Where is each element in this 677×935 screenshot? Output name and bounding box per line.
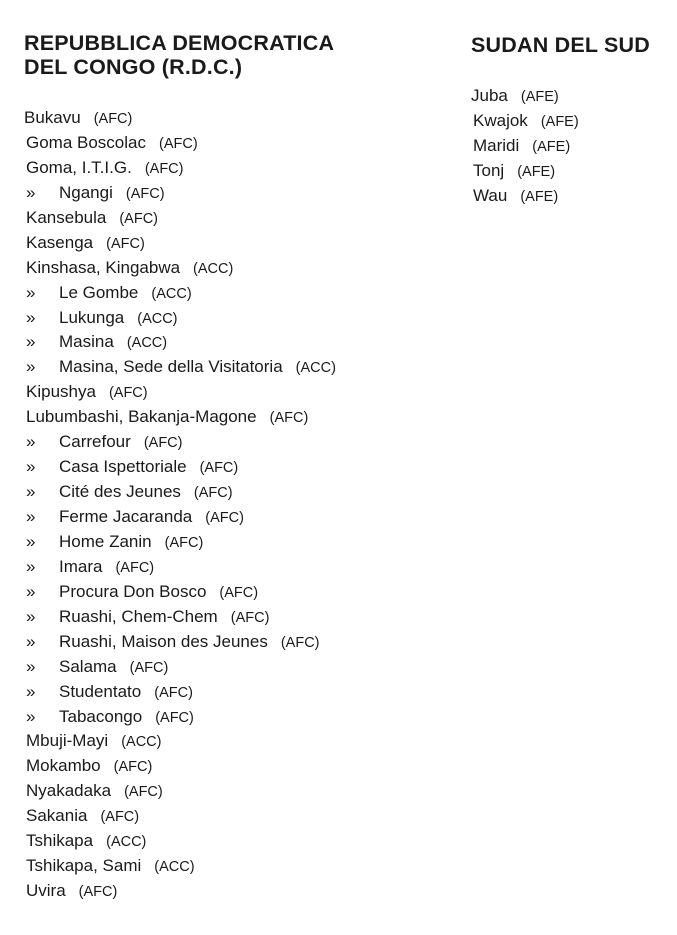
sub-entry-marker: » (26, 656, 36, 676)
location-name: Ruashi, Chem-Chem (59, 606, 218, 626)
list-item (24, 779, 336, 804)
location-name: Ruashi, Maison des Jeunes (59, 631, 268, 651)
list-item (24, 630, 336, 655)
list-item (24, 206, 336, 231)
list-item (24, 705, 336, 730)
province-code: (AFC) (155, 709, 194, 726)
location-name: Bukavu (24, 108, 81, 127)
location-name: Maridi (473, 135, 520, 155)
list-item (24, 355, 336, 380)
list-item (24, 231, 336, 256)
list-item (24, 106, 336, 131)
location-name: Masina (59, 332, 114, 352)
province-code: (AFE) (532, 138, 571, 155)
list-item (24, 181, 336, 206)
congo-heading: REPUBBLICA DEMOCRATICA DEL CONGO (R.D.C.) (24, 31, 335, 79)
sub-entry-marker: » (26, 332, 36, 352)
province-code: (AFC) (154, 684, 193, 701)
sub-entry-marker: » (26, 531, 36, 551)
location-name: Tonj (473, 160, 505, 180)
province-code: (ACC) (121, 734, 162, 751)
list-item (24, 281, 336, 306)
list-item (24, 131, 336, 156)
province-code: (AFE) (520, 89, 559, 105)
list-item (24, 480, 336, 505)
location-name: Ngangi (59, 182, 113, 202)
list-item (24, 829, 336, 854)
sub-entry-marker: » (26, 706, 36, 726)
location-name: Nyakadaka (26, 781, 112, 801)
list-item (471, 84, 579, 109)
province-code: (AFC) (193, 485, 233, 502)
location-name: Home Zanin (59, 531, 152, 551)
province-code: (AFC) (119, 210, 159, 227)
sub-entry-marker: » (26, 182, 36, 202)
location-name: Imara (59, 556, 103, 576)
province-code: (AFC) (124, 784, 163, 801)
province-code: (AFC) (144, 160, 184, 177)
list-item (24, 605, 336, 630)
province-code: (AFC) (125, 185, 165, 202)
province-code: (ACC) (106, 834, 147, 851)
list-item (24, 754, 336, 779)
location-name: Uvira (26, 881, 66, 901)
list-item (24, 156, 336, 181)
location-name: Tabacongo (59, 706, 143, 726)
province-code: (ACC) (126, 335, 168, 352)
province-code: (AFE) (520, 188, 559, 205)
province-code: (AFC) (100, 809, 140, 826)
location-name: Wau (473, 185, 508, 205)
location-name: Lubumbashi, Bakanja-Magone (26, 407, 257, 427)
list-item (24, 854, 336, 879)
location-name: Juba (471, 86, 508, 105)
sub-entry-marker: » (26, 482, 36, 502)
location-name: Salama (59, 656, 117, 676)
location-name: Kasenga (26, 232, 94, 252)
sub-entry-marker: » (26, 606, 36, 626)
sub-entry-marker: » (26, 581, 36, 601)
list-item (24, 306, 336, 331)
location-name: Mbuji-Mayi (26, 731, 109, 751)
province-code: (AFC) (93, 111, 133, 127)
location-name: Lukunga (59, 307, 125, 327)
location-name: Le Gombe (59, 282, 139, 302)
sub-entry-marker: » (26, 507, 36, 526)
location-name: Casa Ispettoriale (59, 457, 187, 477)
list-item (24, 430, 336, 455)
sub-entry-marker: » (26, 357, 36, 377)
province-code: (AFC) (78, 884, 118, 901)
province-code: (AFC) (269, 410, 309, 427)
list-item (24, 655, 336, 680)
list-item (24, 729, 336, 754)
province-code: (AFC) (199, 460, 239, 477)
list-item (24, 580, 336, 605)
list-item (471, 109, 579, 134)
list-item (24, 530, 336, 555)
location-name: Ferme Jacaranda (59, 507, 193, 526)
province-code: (ACC) (295, 360, 336, 377)
location-name: Kipushya (26, 382, 96, 402)
province-code: (AFC) (164, 534, 204, 551)
list-item (24, 680, 336, 705)
province-code: (AFC) (108, 385, 148, 402)
location-name: Sakania (26, 806, 88, 826)
sub-entry-marker: » (26, 681, 36, 701)
list-item (24, 455, 336, 480)
location-name: Tshikapa, Sami (26, 856, 142, 876)
sub-entry-marker: » (26, 556, 36, 576)
province-code: (ACC) (193, 260, 234, 277)
province-code: (AFE) (517, 163, 556, 180)
list-item (471, 159, 579, 184)
location-name: Carrefour (59, 432, 131, 452)
province-code: (ACC) (154, 859, 195, 876)
location-name: Masina, Sede della Visitatoria (59, 357, 283, 377)
province-code: (AFC) (129, 659, 169, 676)
province-code: (ACC) (151, 285, 192, 302)
province-code: (AFC) (219, 584, 259, 601)
province-code: (ACC) (137, 310, 178, 327)
location-name: Kinshasa, Kingabwa (26, 257, 181, 277)
list-item (471, 184, 579, 209)
sub-entry-marker: » (26, 631, 36, 651)
list-item (24, 405, 336, 430)
list-item (24, 256, 336, 281)
location-name: Kwajok (473, 110, 528, 130)
location-name: Goma, I.T.I.G. (26, 157, 132, 177)
list-item (24, 330, 336, 355)
list-item (24, 505, 336, 530)
sub-entry-marker: » (26, 282, 36, 302)
list-item (24, 804, 336, 829)
location-name: Procura Don Bosco (59, 581, 207, 601)
province-code: (AFC) (113, 759, 153, 776)
list-item (24, 380, 336, 405)
province-code: (AFC) (205, 510, 244, 526)
location-name: Studentato (59, 681, 142, 701)
location-name: Mokambo (26, 756, 101, 776)
location-name: Goma Boscolac (26, 132, 146, 152)
province-code: (AFE) (540, 113, 579, 130)
province-code: (AFC) (115, 559, 155, 576)
list-item (24, 555, 336, 580)
location-name: Cité des Jeunes (59, 482, 181, 502)
south-sudan-heading: SUDAN DEL SUD (471, 33, 650, 57)
congo-location-list (24, 106, 336, 904)
south-sudan-location-list (471, 84, 579, 209)
sub-entry-marker: » (26, 457, 36, 477)
province-code: (AFC) (230, 609, 270, 626)
province-code: (AFC) (159, 135, 198, 152)
list-item (24, 879, 336, 904)
province-code: (AFC) (106, 235, 145, 252)
list-item (471, 134, 579, 159)
sub-entry-marker: » (26, 432, 36, 452)
province-code: (AFC) (280, 634, 320, 651)
sub-entry-marker: » (26, 307, 36, 327)
province-code: (AFC) (143, 435, 183, 452)
location-name: Kansebula (26, 207, 107, 227)
location-name: Tshikapa (26, 831, 94, 851)
